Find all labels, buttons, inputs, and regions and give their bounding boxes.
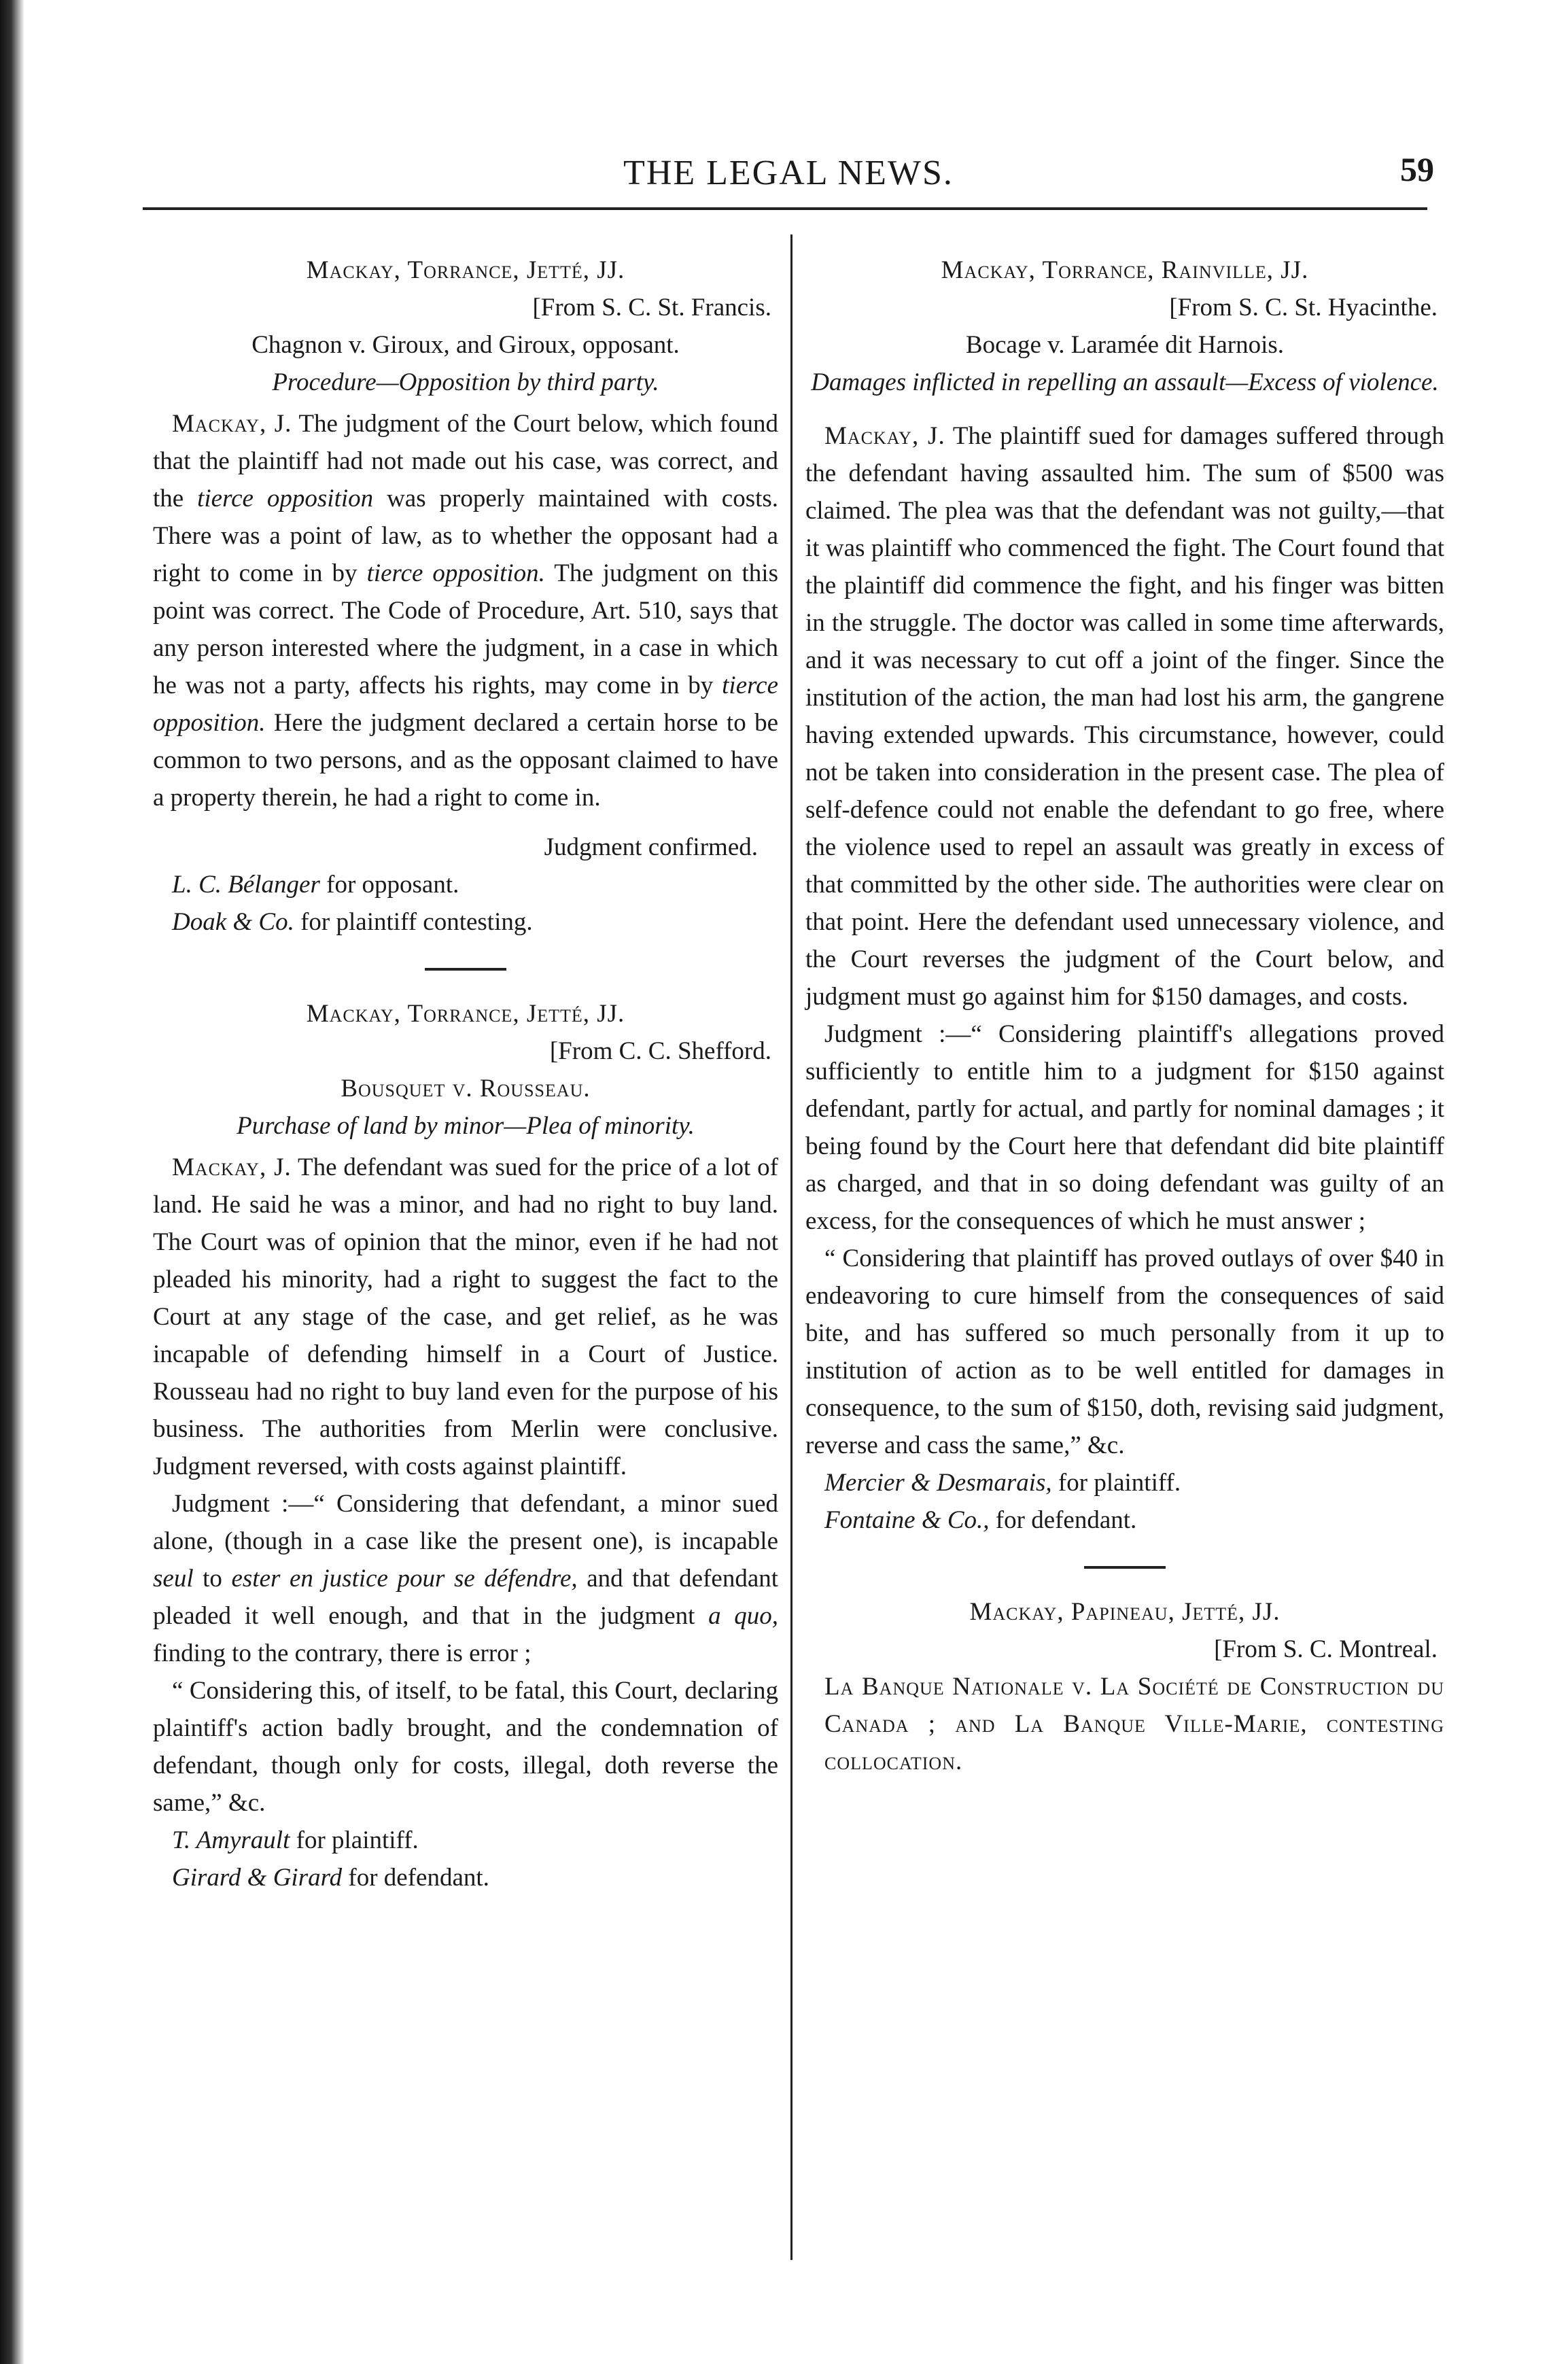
- case-parties: Bocage v. Laramée dit Harnois.: [965, 331, 1285, 359]
- opinion-text: Judgment :—“ Considering that defendant, a minor sued alone, (though in a case like the present one), is incapable: [153, 1490, 778, 1555]
- case-judges: Mackay, Torrance, Rainville, JJ.: [941, 256, 1309, 284]
- counsel-line: [805, 1501, 1444, 1539]
- case-parties-text: La Banque Nationale v. La Société de Construction du Canada ; and La Banque Ville-Marie, contesting collocation.: [824, 1673, 1444, 1775]
- counsel-name: L. C. Bélanger: [172, 871, 320, 899]
- case-judges: Mackay, Papineau, Jetté, JJ.: [969, 1598, 1280, 1626]
- case-parties-text: Bousquet v. Rousseau.: [341, 1075, 591, 1102]
- counsel-name: Doak & Co.: [172, 908, 294, 936]
- counsel-line: [153, 903, 778, 941]
- judgment-text: “ Considering that plaintiff has proved outlays of over $40 in endeavoring to cure himself from the consequences of said bite, and has suffered so much personally from it up to institution of action as to be well entitled for damages in consequence, to the sum of $150, doth, revising said judgment, reverse and cass the same,” &c.: [805, 1245, 1444, 1459]
- case-judges: Mackay, Torrance, Jetté, JJ.: [306, 256, 625, 284]
- opinion-italic: ester en justice pour se défendre,: [231, 1565, 578, 1593]
- opinion-text: to: [203, 1565, 222, 1593]
- counsel-role: for plaintiff contesting.: [300, 908, 533, 936]
- column-divider: [790, 234, 792, 2260]
- counsel-role: for plaintiff.: [296, 1826, 419, 1854]
- case-opinion: [153, 405, 778, 816]
- case-court-origin: [From S. C. St. Hyacinthe.: [1169, 294, 1438, 321]
- case-opinion: [153, 1149, 778, 1485]
- opinion-text: and that defendant pleaded it well enough, and that in the judgment: [153, 1565, 779, 1630]
- counsel-role: for plaintiff.: [1058, 1469, 1181, 1497]
- case-separator-rule: [425, 968, 506, 971]
- counsel-role: for defendant.: [995, 1506, 1137, 1534]
- header-rule: [143, 207, 1427, 210]
- opinion-italic: tierce opposition: [197, 485, 374, 512]
- scan-edge-shadow: [0, 0, 24, 2364]
- opinion-text: The judgment on this point was correct. The Code of Procedure, Art. 510, says that any person interested where the judgment, in a case in which he was not a party, affects his rights, may come in by: [153, 559, 778, 699]
- counsel-name: Fontaine & Co.,: [824, 1506, 990, 1534]
- judgment-text: [153, 1485, 778, 1672]
- case-opinion: [805, 417, 1444, 1015]
- case-subject: Procedure—Opposition by third party.: [272, 368, 659, 396]
- left-column: [153, 251, 778, 1896]
- case-parties: Chagnon v. Giroux, and Giroux, opposant.: [251, 331, 680, 359]
- case-parties: [153, 1070, 778, 1107]
- verdict: Judgment confirmed.: [544, 833, 758, 861]
- case-separator-rule: [1084, 1566, 1166, 1569]
- opinion-text: The plaintiff sued for damages suffered through the defendant having assaulted him. The sum of $500 was claimed. The plea was that the defendant was not guilty,—that it was plaintiff who commenced the fight. The Court found that the plaintiff did commence the fight, and his finger was bitten in the struggle. The doctor was called in some time afterwards, and it was necessary to cut off a joint of the finger. Since the institution of the action, the man had lost his arm, the gangrene having extended upwards. This circumstance, however, could not be taken into consideration in the present case. The plea of self-defence could not enable the defendant to go free, where the violence used to repel an assault was greatly in excess of that committed by the other side. The authorities were clear on that point. Here the defendant used unnecessary violence, and the Court reverses the judgment of the Court below, and judgment must go against him for $150 damages, and costs.: [805, 422, 1444, 1011]
- counsel-name: T. Amyrault: [172, 1826, 290, 1854]
- case-parties: [805, 1668, 1444, 1780]
- counsel-name: Girard & Girard: [172, 1864, 343, 1892]
- opinion-italic: a quo,: [708, 1602, 779, 1630]
- opinion-italic: seul: [153, 1565, 194, 1593]
- judge-name: Mackay, J.: [172, 1153, 292, 1181]
- judge-name: Mackay, J.: [172, 410, 292, 438]
- case-court-origin: [From S. C. St. Francis.: [532, 294, 771, 321]
- counsel-role: for opposant.: [326, 871, 459, 899]
- opinion-text: Here the judgment declared a certain horse to be common to two persons, and as the opposant claimed to have a property therein, he had a right to come in.: [153, 709, 779, 812]
- opinion-text: was properly maintained with costs. There was a point of law, as to whether the opposant had a right to come in by: [153, 485, 779, 587]
- opinion-italic: tierce opposition.: [153, 672, 778, 737]
- right-column: [805, 251, 1444, 1780]
- opinion-text: finding to the contrary, there is error ;: [153, 1639, 532, 1667]
- case-subject: Purchase of land by minor—Plea of minority.: [237, 1112, 695, 1140]
- opinion-text: The defendant was sued for the price of a lot of land. He said he was a minor, and had no right to buy land. The Court was of opinion that the minor, even if he had not pleaded his minority, had a right to suggest the fact to the Court at any stage of the case, and get relief, as he was incapable of defending himself in a Court of Justice. Rousseau had no right to buy land even for the purpose of his business. The authorities from Merlin were conclusive. Judgment reversed, with costs against plaintiff.: [153, 1153, 778, 1480]
- case-court-origin: [From S. C. Montreal.: [1214, 1635, 1438, 1663]
- counsel-name: Mercier & Desmarais,: [824, 1469, 1052, 1497]
- case-judges: Mackay, Torrance, Jetté, JJ.: [306, 1000, 625, 1028]
- counsel-line: [153, 866, 778, 903]
- counsel-line: [153, 1822, 778, 1859]
- judgment-text: Judgment :—“ Considering plaintiff's allegations proved sufficiently to entitle him to a judgment for $150 against defendant, partly for actual, and partly for nominal damages ; it being found by the Court here that defendant did bite plaintiff as charged, and that in so doing defendant was guilty of an excess, for the consequences of which he must answer ;: [805, 1020, 1444, 1235]
- counsel-line: [153, 1859, 778, 1896]
- judge-name: Mackay, J.: [824, 422, 945, 450]
- judgment-text: “ Considering this, of itself, to be fatal, this Court, declaring plaintiff's action badly brought, and the condemnation of defendant, though only for costs, illegal, doth reverse the same,” &c.: [153, 1677, 778, 1817]
- journal-title: THE LEGAL NEWS.: [623, 154, 954, 192]
- counsel-role: for defendant.: [348, 1864, 489, 1892]
- case-subject: Damages inflicted in repelling an assault—Excess of violence.: [811, 368, 1439, 396]
- opinion-text: The judgment of the Court below, which found that the plaintiff had not made out his case, was correct, and the: [153, 410, 778, 512]
- opinion-italic: tierce opposition.: [366, 559, 545, 587]
- counsel-line: [805, 1464, 1444, 1501]
- case-court-origin: [From C. C. Shefford.: [549, 1037, 771, 1065]
- page-number: 59: [1400, 150, 1434, 188]
